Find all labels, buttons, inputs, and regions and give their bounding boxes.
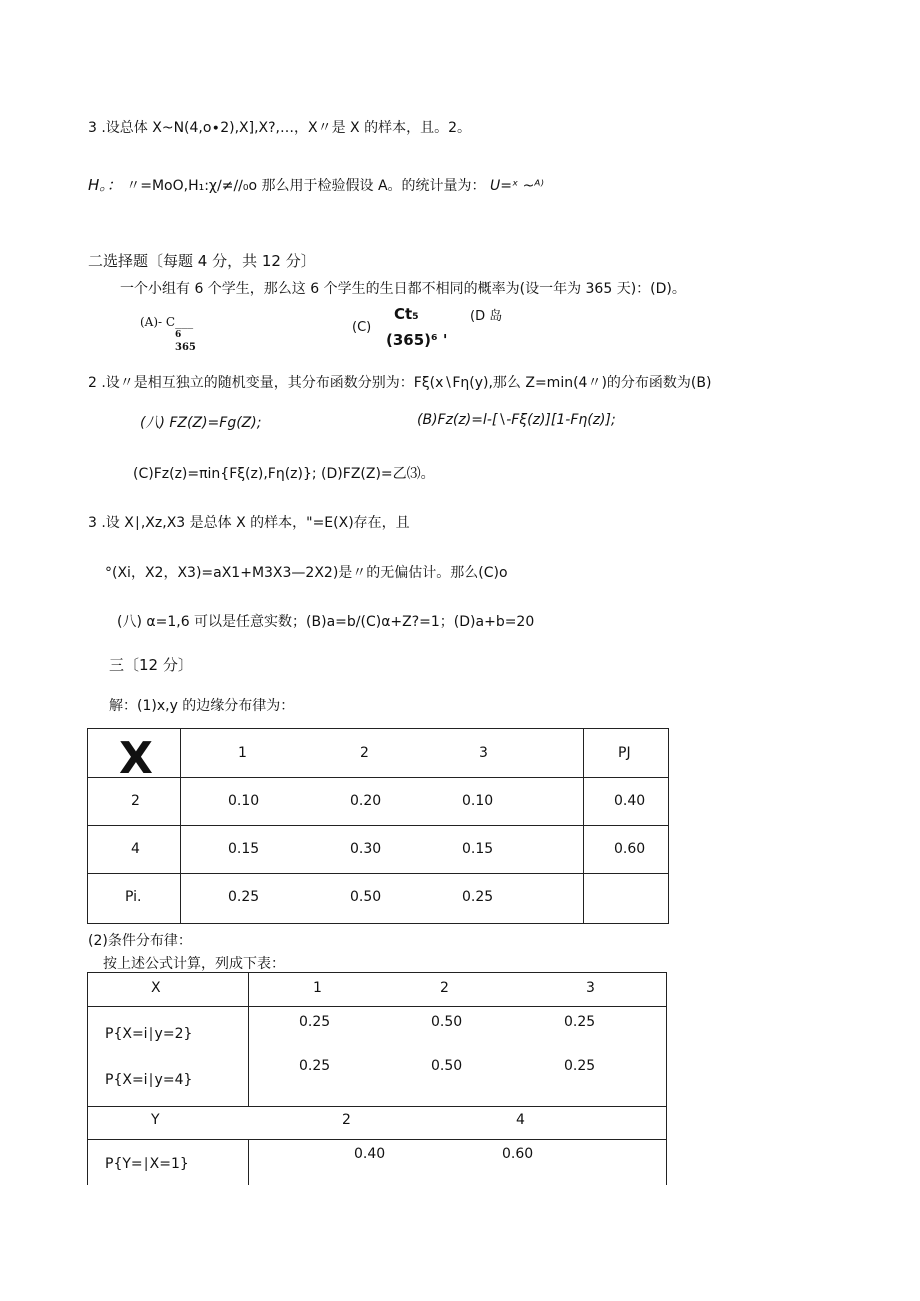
table-divider (88, 1006, 666, 1007)
row-label: P{X=i∣y=4} (105, 1072, 193, 1088)
table-cell: 0.15 (228, 841, 260, 857)
table-corner-label: X (119, 733, 153, 784)
question-3-text: 3 .设 X∣,Xz,X3 是总体 X 的样本，"=E(X)存在，且 (88, 515, 410, 531)
q2-option-b: (B)Fz(z)=l-[∖-Fξ(z)][1-Fη(z)]; (417, 412, 616, 428)
table-divider (88, 1139, 666, 1140)
section-3-intro: 解：(1)x,y 的边缘分布律为： (109, 698, 295, 714)
q2-option-cd: (C)Fz(z)=πin{Fξ(z),Fη(z)}; (D)FZ(Z)=乙⑶。 (133, 466, 435, 482)
table-cell: 0.60 (502, 1146, 534, 1162)
table-divider (248, 1139, 249, 1185)
col-header: 1 (238, 745, 247, 761)
table-divider (88, 777, 668, 778)
q1-option-c-top: Ct₅ (394, 305, 419, 323)
col-header: 4 (516, 1112, 525, 1128)
hypothesis-text: 〃=MoO,H₁:χ∕≠∕∕₀o 那么用于检验假设 A。的统计量为： (126, 178, 486, 194)
conditional-table-x (87, 972, 667, 1107)
statistic-u: U=ˣ ~ᴬ⁾ (490, 178, 544, 194)
col-header: X (151, 980, 161, 996)
question-1-text: 一个小组有 6 个学生，那么这 6 个学生的生日都不相同的概率为(设一年为 365 天)：(D)。 (120, 281, 686, 297)
table-divider (583, 729, 584, 923)
table-cell: 0.50 (431, 1014, 463, 1030)
col-header: 1 (313, 980, 322, 996)
table-cell: 0.25 (564, 1014, 596, 1030)
q1-option-a: (A)- C___ (140, 315, 194, 329)
table-cell: 0.25 (299, 1058, 331, 1074)
question-3-line2 (88, 174, 544, 195)
table-cell: 0.50 (431, 1058, 463, 1074)
table-cell: 0.20 (350, 793, 382, 809)
q1-option-c: (C) (352, 320, 372, 335)
q2-option-a: (八) FZ(Z)=Fg(Z); (140, 415, 262, 431)
section-3-title: 三〔12 分〕 (109, 656, 193, 674)
col-header: Y (151, 1112, 160, 1128)
row-label: 4 (131, 841, 140, 857)
table-divider (88, 873, 668, 874)
section-2-title: 二选择题〔每题 4 分，共 12 分〕 (88, 252, 316, 270)
table-divider (180, 729, 181, 923)
question-3-formula: °(Xi，X2，X3)=aX1+M3X3—2X2)是〃的无偏估计。那么(C)o (105, 565, 508, 581)
table-cell: 0.10 (462, 793, 494, 809)
table-cell: 0.40 (354, 1146, 386, 1162)
question-3-options: (八) α=1,6 可以是任意实数；(B)a=b∕(C)α+Z?=1；(D)a+b=20 (117, 614, 535, 630)
conditional-table-y (87, 1105, 667, 1185)
col-header: 3 (479, 745, 488, 761)
col-header: 2 (360, 745, 369, 761)
col-header: 2 (342, 1112, 351, 1128)
table-cell: 0.25 (462, 889, 494, 905)
row-label: 2 (131, 793, 140, 809)
row-label: P{X=i∣y=2} (105, 1026, 193, 1042)
question-3-line1: 3 .设总体 X~N(4,o∙2),X],X?,…，X〃是 X 的样本，且。2。 (88, 120, 471, 136)
table-divider (88, 825, 668, 826)
table-cell: 0.25 (299, 1014, 331, 1030)
table-cell: 0.25 (228, 889, 260, 905)
col-header: 2 (440, 980, 449, 996)
q1-option-d: (D 岛 (470, 309, 503, 324)
q1-option-a-num: 6 (175, 330, 182, 340)
col-header: 3 (586, 980, 595, 996)
h0-symbol: H。： (88, 176, 122, 194)
col-header: PJ (618, 745, 631, 761)
table-cell: 0.50 (350, 889, 382, 905)
q1-option-c-bottom: (365)⁶ ' (386, 331, 448, 349)
table-cell: 0.15 (462, 841, 494, 857)
table-cell: 0.60 (614, 841, 646, 857)
table-cell: 0.40 (614, 793, 646, 809)
marginal-distribution-table (87, 728, 669, 924)
conditional-title: (2)条件分布律： (88, 933, 192, 949)
table-cell: 0.30 (350, 841, 382, 857)
table-cell: 0.10 (228, 793, 260, 809)
conditional-intro: 按上述公式计算，列成下表： (103, 956, 285, 972)
q1-option-a-den: 365 (175, 342, 196, 353)
row-label: Pi. (125, 889, 142, 905)
table-cell: 0.25 (564, 1058, 596, 1074)
table-divider (248, 973, 249, 1106)
question-2-text: 2 .设〃是相互独立的随机变量，其分布函数分别为：Fξ(x∖Fη(y),那么 Z=min(4〃)的分布函数为(B) (88, 375, 712, 391)
row-label: P{Y=∣X=1} (105, 1156, 189, 1172)
